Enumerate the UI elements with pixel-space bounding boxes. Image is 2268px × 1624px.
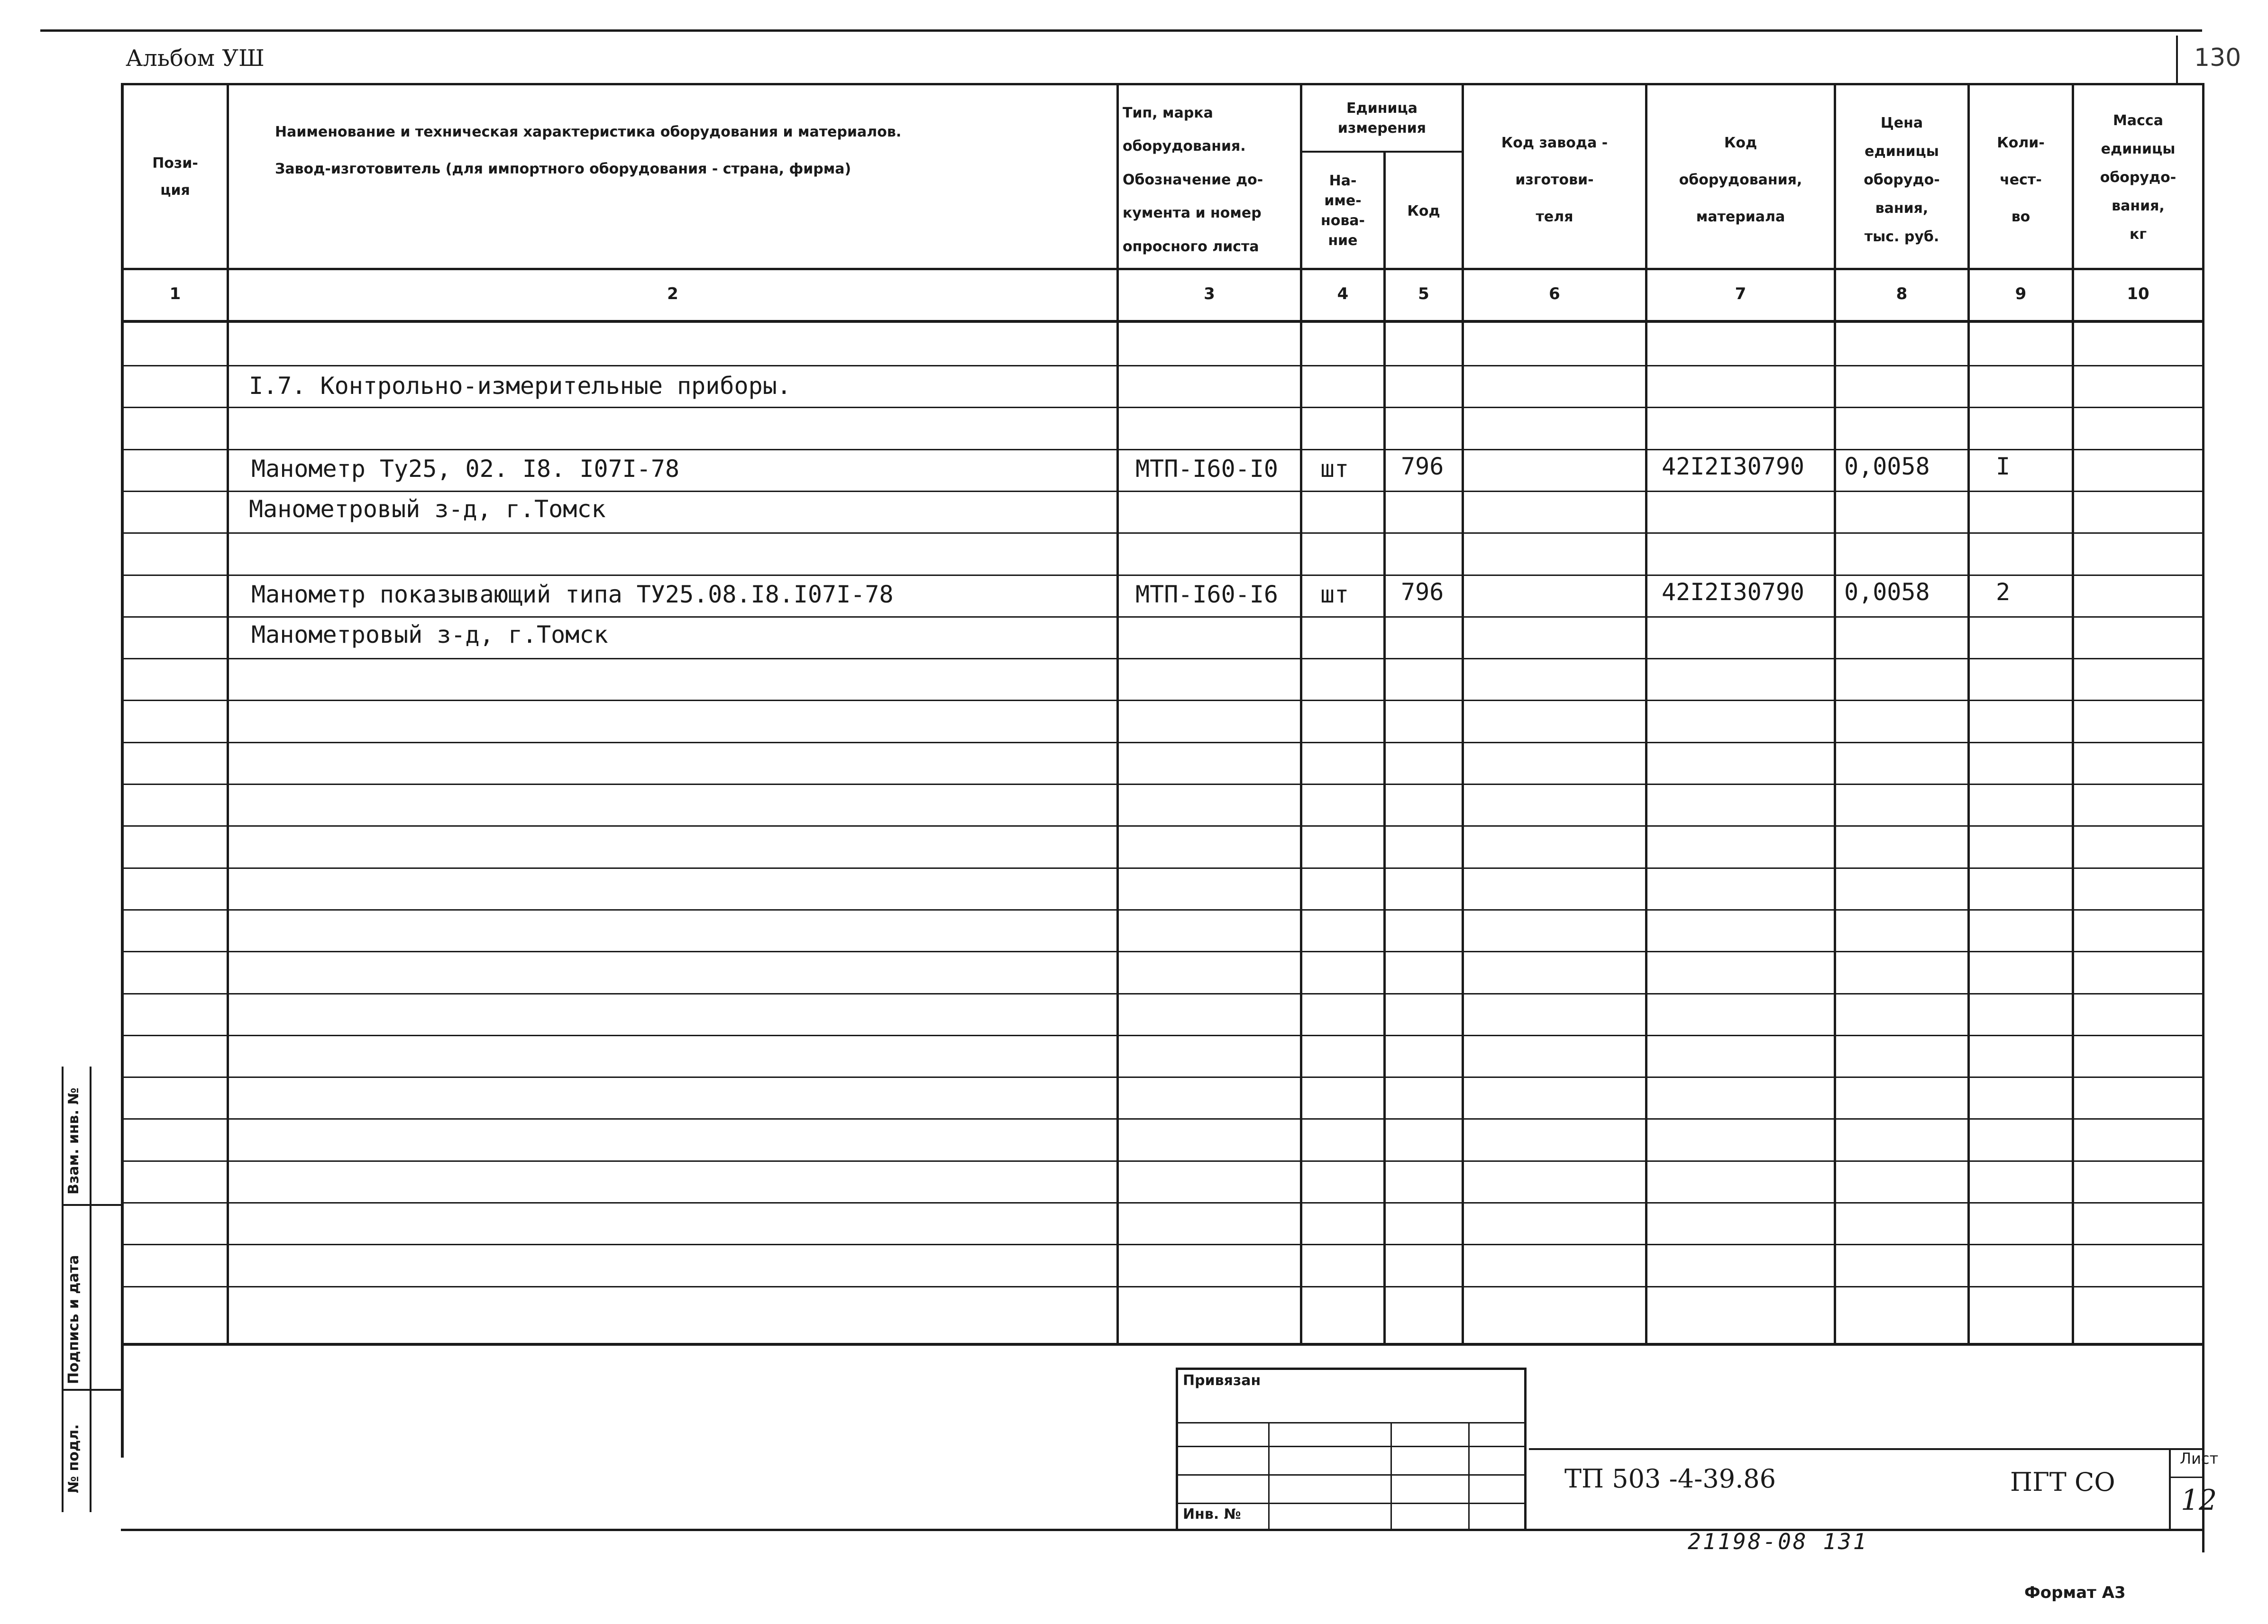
- header-equipment-code-line1: Код: [1724, 135, 1757, 151]
- binding-row-4: [1178, 1503, 1524, 1504]
- row-line: [121, 993, 2202, 994]
- header-position: [124, 85, 227, 268]
- side-strip-original-no: № подл.: [65, 1424, 82, 1493]
- header-type: [1123, 95, 1298, 265]
- sheet-label: Лист: [2180, 1450, 2219, 1468]
- row-line: [121, 867, 2202, 869]
- row-line: [121, 1244, 2202, 1245]
- header-name: [275, 114, 1109, 199]
- bound-label: Привязан: [1183, 1372, 1261, 1389]
- header-equipment-code-line3: материала: [1696, 209, 1785, 225]
- item-2-equipment-code: 42I2I30790: [1662, 578, 1805, 606]
- row-line: [121, 1035, 2202, 1036]
- item-2-price: 0,0058: [1844, 578, 1930, 606]
- row-line: [121, 1160, 2202, 1162]
- header-unit-name: [1302, 154, 1383, 268]
- row-line: [121, 1077, 2202, 1078]
- header-unit-name-line3: нова-: [1320, 212, 1365, 229]
- item-1-unit: шт: [1320, 455, 1349, 483]
- header-unit-name-line1: На-: [1329, 173, 1357, 189]
- col-sep-3: [1300, 84, 1302, 1344]
- format-label: Формат А3: [2024, 1583, 2126, 1602]
- colnum-bottom-border: [121, 320, 2204, 323]
- header-mass-line1: Масса: [2113, 112, 2163, 129]
- side-strip-inner-line: [90, 1067, 91, 1512]
- header-mass-line5: кг: [2129, 226, 2147, 243]
- title-block-top: [1529, 1448, 2202, 1450]
- side-strip-divider-2: [64, 1389, 123, 1391]
- row-line: [121, 1202, 2202, 1204]
- section-title: I.7. Контрольно-измерительные приборы.: [249, 372, 791, 400]
- header-price-line4: вания,: [1875, 200, 1929, 217]
- header-unit-name-line4: ние: [1328, 232, 1358, 249]
- header-bottom-border: [121, 268, 2204, 270]
- row-line: [121, 532, 2202, 534]
- unit-group-divider: [1300, 151, 1464, 153]
- sheet-box-mid: [2169, 1477, 2202, 1478]
- row-line: [121, 365, 2202, 366]
- header-quantity: [1970, 95, 2072, 265]
- header-unit-name-line2: име-: [1324, 192, 1362, 209]
- item-2-maker: Манометровый з-д, г.Томск: [251, 621, 608, 648]
- row-line: [121, 616, 2202, 618]
- header-type-line3: Обозначение до-: [1123, 171, 1263, 188]
- row-line: [121, 491, 2202, 492]
- table-right-border: [2202, 83, 2204, 1552]
- header-type-line4: кумента и номер: [1123, 205, 1262, 222]
- item-1-type: МТП-I60-I0: [1135, 455, 1279, 483]
- col-sep-9: [2072, 84, 2074, 1344]
- sheet-box-left: [2169, 1448, 2171, 1530]
- item-1-price: 0,0058: [1844, 453, 1930, 480]
- item-1-equipment-code: 42I2I30790: [1662, 453, 1805, 480]
- page-number-frame-left: [2176, 36, 2178, 83]
- item-1-name: Манометр Ту25, 02. I8. I07I-78: [251, 455, 680, 483]
- inv-label: Инв. №: [1183, 1506, 1241, 1523]
- binding-col-1: [1268, 1422, 1270, 1529]
- document-code: ТП 503 -4-39.86: [1564, 1464, 1776, 1494]
- col-sep-5: [1462, 84, 1464, 1344]
- header-position-line1: Пози-: [152, 155, 198, 172]
- colnum-5: 5: [1418, 284, 1429, 303]
- header-mass-line3: оборудо-: [2100, 169, 2177, 186]
- binding-row-2: [1178, 1446, 1524, 1447]
- row-line: [121, 700, 2202, 701]
- row-line: [121, 1118, 2202, 1120]
- col-sep-4: [1383, 152, 1386, 1344]
- item-1-qty: I: [1996, 453, 2011, 480]
- header-price: [1836, 95, 1967, 265]
- row-line: [121, 449, 2202, 450]
- header-price-line5: тыс. руб.: [1864, 228, 1939, 245]
- colnum-10: 10: [2127, 284, 2149, 303]
- album-label: Альбом УШ: [126, 45, 265, 72]
- row-line: [121, 742, 2202, 743]
- header-maker-code-line1: Код завода -: [1501, 135, 1608, 151]
- side-strip-signature-date: Подпись и дата: [65, 1255, 82, 1384]
- table-top-border: [121, 83, 2204, 85]
- row-line: [121, 658, 2202, 659]
- colnum-6: 6: [1549, 284, 1560, 303]
- top-border: [40, 29, 2202, 32]
- row-line: [121, 1286, 2202, 1287]
- archive-stamp: 21198-08 131: [1688, 1529, 1868, 1554]
- binding-row-3: [1178, 1474, 1524, 1476]
- sheet-number: 12: [2181, 1484, 2217, 1517]
- col-sep-2: [1116, 84, 1119, 1344]
- colnum-7: 7: [1735, 284, 1747, 303]
- row-line: [121, 909, 2202, 911]
- binding-col-2: [1390, 1422, 1392, 1529]
- row-line: [121, 575, 2202, 576]
- col-sep-8: [1967, 84, 1970, 1344]
- header-type-line1: Тип, марка: [1123, 104, 1213, 121]
- header-equipment-code: [1647, 95, 1834, 265]
- title-block-bottom: [121, 1529, 2202, 1531]
- colnum-4: 4: [1337, 284, 1349, 303]
- row-line: [121, 825, 2202, 827]
- row-line: [121, 407, 2202, 408]
- binding-row-1: [1178, 1422, 1524, 1423]
- header-unit-line1: Единица: [1346, 100, 1418, 117]
- side-strip-replaced-inv: Взам. инв. №: [65, 1087, 82, 1195]
- header-quantity-line1: Коли-: [1997, 135, 2045, 151]
- side-strip-divider-1: [64, 1204, 123, 1206]
- header-type-line5: опросного листа: [1123, 238, 1259, 255]
- page-number-top: 130: [2194, 44, 2241, 72]
- item-2-qty: 2: [1996, 578, 2011, 606]
- colnum-2: 2: [667, 284, 678, 303]
- header-type-line2: оборудования.: [1123, 138, 1246, 155]
- item-2-unit: шт: [1320, 581, 1349, 608]
- spec-table: [121, 83, 2204, 1344]
- header-mass-line2: единицы: [2101, 141, 2176, 157]
- header-price-line2: единицы: [1865, 143, 1939, 160]
- header-quantity-line3: во: [2011, 209, 2030, 225]
- item-1-unit-code: 796: [1401, 453, 1444, 480]
- col-sep-6: [1645, 84, 1647, 1344]
- binding-col-3: [1468, 1422, 1470, 1529]
- item-2-name: Манометр показывающий типа ТУ25.08.I8.I07I-78: [251, 581, 894, 608]
- header-mass-line4: вания,: [2112, 198, 2165, 214]
- header-position-line2: ция: [160, 182, 190, 199]
- item-1-maker: Манометровый з-д, г.Томск: [249, 495, 606, 523]
- header-unit-code: [1386, 154, 1462, 268]
- colnum-8: 8: [1896, 284, 1908, 303]
- header-maker-code: [1464, 95, 1645, 265]
- header-maker-code-line3: теля: [1536, 209, 1573, 225]
- header-unit-code-label: Код: [1407, 202, 1440, 219]
- colnum-9: 9: [2015, 284, 2027, 303]
- table-bottom-border: [121, 1343, 2204, 1346]
- header-maker-code-line2: изготови-: [1515, 172, 1594, 188]
- document-suffix: ПГТ СО: [2010, 1467, 2115, 1497]
- header-name-line1: Наименование и техническая характеристика оборудования и материалов.: [275, 124, 902, 140]
- colnum-1: 1: [169, 284, 181, 303]
- header-unit-group: [1302, 88, 1462, 149]
- col-sep-7: [1834, 84, 1836, 1344]
- header-quantity-line2: чест-: [2000, 172, 2042, 188]
- item-2-type: МТП-I60-I6: [1135, 581, 1279, 608]
- col-sep-1: [227, 84, 229, 1344]
- colnum-3: 3: [1204, 284, 1215, 303]
- item-2-unit-code: 796: [1401, 578, 1444, 606]
- header-unit-line2: измерения: [1337, 120, 1427, 137]
- row-line: [121, 951, 2202, 952]
- header-equipment-code-line2: оборудования,: [1679, 172, 1802, 188]
- header-mass: [2074, 90, 2202, 265]
- header-name-line2: Завод-изготовитель (для импортного оборудования - страна, фирма): [275, 161, 851, 177]
- row-line: [121, 784, 2202, 785]
- header-price-line3: оборудо-: [1864, 172, 1940, 188]
- header-price-line1: Цена: [1880, 115, 1923, 131]
